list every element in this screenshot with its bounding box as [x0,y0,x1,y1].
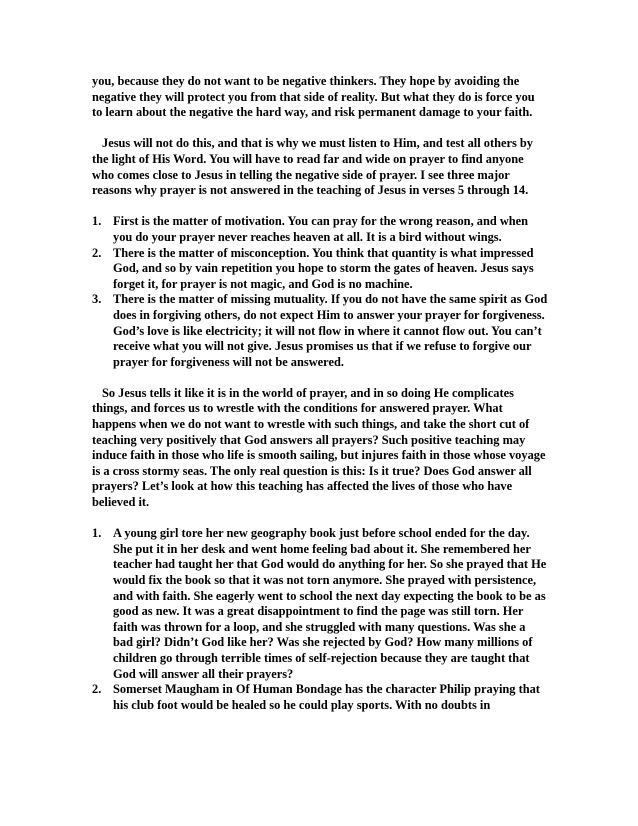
paragraph-jesus-will-not: Jesus will not do this, and that is why we must listen to Him, and test all others by the light of His Word. You will have to read far and wide on prayer to find anyone who comes close to Jesus in telling the negative side of prayer. I see three major reasons why prayer is not answered in the teaching of Jesus in verses 5 through 14. [92,136,533,198]
list-marker: 2. [92,245,102,260]
list-marker: 1. [92,214,102,229]
list-item-reason-1 [92,214,548,245]
list-item-text: There is the matter of missing mutuality. If you do not have the same spirit as God does in forgiving others, do not expect Him to answer your prayer for forgiveness. God’s love is like electricity; it will not flow in where it cannot flow out. You can’t receive what you will not give. Jesus promises us that if we refuse to forgive our prayer for forgiveness will not be answered. [113,292,548,369]
list-marker: 3. [92,292,102,307]
list-item-text: First is the matter of motivation. You can pray for the wrong reason, and when you do your prayer never reaches heaven at all. It is a bird without wings. [113,214,529,244]
document-body [92,74,548,713]
list-item-text: A young girl tore her new geography book just before school ended for the day. She put it in her desk and went home feeling bad about it. She remembered her teacher had taught her that God would do anything for her. So she prayed that He would fix the book so that it was not torn anymore. She prayed with persistence, and with faith. She eagerly went to school the next day expecting the book to be as good as new. It was a great disappointment to find the page was still torn. Her faith was thrown for a loop, and she struggled with many questions. Was she a bad girl? Didn’t God like her? Was she rejected by God? How many millions of children go through terrible times of self-rejection because they are taught that God will answer all their prayers? [113,526,547,681]
list-item-example-2 [92,682,548,712]
list-marker: 1. [92,526,102,541]
examples-list [92,526,548,712]
paragraph-opening: you, because they do not want to be negative thinkers. They hope by avoiding the negative they will protect you from that side of reality. But what they do is force you to learn about the negative the hard way, and risk permanent damage to your faith. [92,74,535,120]
list-item-text: There is the matter of misconception. You think that quantity is what impressed God, and so by vain repetition you hope to storm the gates of heaven. Jesus says forget it, for prayer is not magic, and God is no machine. [113,245,534,291]
reasons-list [92,214,548,370]
list-item-reason-3 [92,292,548,370]
list-item-reason-2 [92,246,548,293]
paragraph-jesus-tells-it: So Jesus tells it like it is in the world of prayer, and in so doing He complicates things, and forces us to wrestle with the conditions for answered prayer. What happens when we do not want to wrestle with such things, and take the short cut of teaching very positively that God answers all prayers? Such positive teaching may induce faith in those who life is smooth sailing, but injures faith in those whose voyage is a cross stormy seas. The only real question is this: Is it true? Does God answer all prayers? Let’s look at how this teaching has affected the lives of those who have believed it. [92,385,546,510]
list-item-example-1 [92,526,548,682]
list-item-text: Somerset Maugham in Of Human Bondage has the character Philip praying that his club foot would be healed so he could play sports. With no doubts in [113,682,540,712]
list-marker: 2. [92,682,102,697]
